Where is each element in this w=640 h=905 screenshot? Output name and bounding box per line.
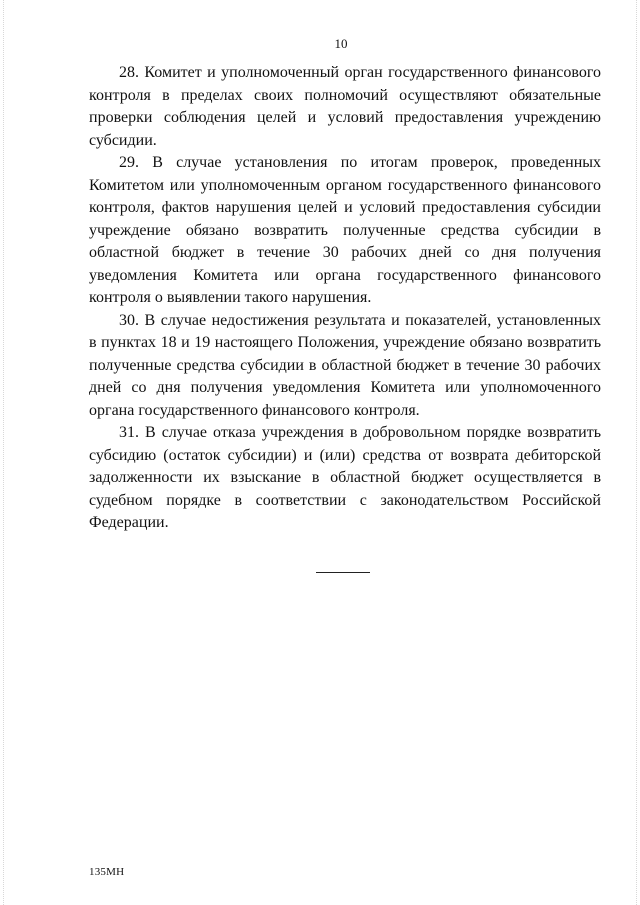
end-separator-line (316, 572, 370, 573)
page-number: 10 (334, 36, 348, 51)
paragraph-31: 31. В случае отказа учреждения в добровольном порядке возвратить субсидию (остаток субсидии) и (или) средства от возврата дебиторской задолженности их взыскание в областной бюджет осуществляется в судебном порядке в соответствии с законодательством Российской Федерации. (89, 424, 601, 531)
paragraph-30: 30. В случае недостижения результата и показателей, установленных в пунктах 18 и 19 настоящего Положения, учреждение обязано возвратить полученные средства субсидии в областной бюджет в течение 30 рабочих дней со дня получения уведомления Комитета или уполномоченного органа государственного финансового контроля. (89, 311, 601, 419)
document-body (89, 62, 601, 535)
scan-edge-right (636, 0, 637, 905)
paragraph-29: 29. В случае установления по итогам проверок, проведенных Комитетом или уполномоченным органом государственного финансового контроля, фактов нарушения целей и условий предоставления субсидии учреждение обязано возвратить полученные средства субсидии в областной бюджет в течение 30 рабочих дней со дня получения уведомления Комитета или органа государственного финансового контроля о выявлении такого нарушения. (89, 154, 601, 306)
scan-edge-left (3, 0, 4, 905)
document-code: 135МН (89, 866, 125, 878)
paragraph-28: 28. Комитет и уполномоченный орган государственного финансового контроля в пределах своих полномочий осуществляют обязательные проверки соблюдения целей и условий предоставления учреждению субсидии. (89, 64, 601, 149)
